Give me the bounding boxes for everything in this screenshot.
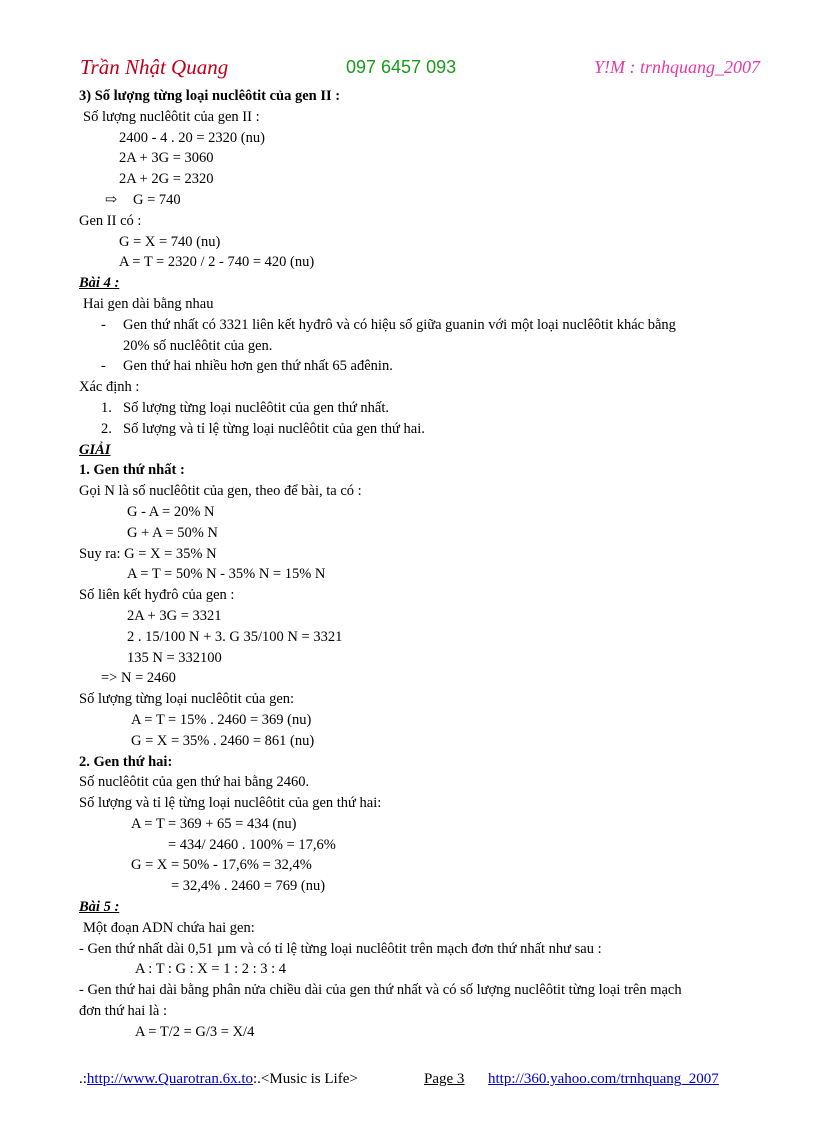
numbered-item: [79, 398, 759, 419]
equation: Suy ra: G = X = 35% N: [79, 545, 217, 562]
document-body: [79, 86, 759, 1043]
footer-link-quarotran[interactable]: http://www.Quarotran.6x.to: [86, 1071, 254, 1087]
text-line: Số lượng nuclêôtit của gen II :: [83, 108, 260, 125]
equation: A : T : G : X = 1 : 2 : 3 : 4: [135, 961, 287, 978]
text-line: Số nuclêôtit của gen thứ hai bằng 2460.: [79, 774, 310, 791]
text-line: - Gen thứ hai dài bằng phân nửa chiều dài của gen thứ nhất và có số lượng nuclêôtit từng loại trên mạch: [79, 982, 682, 999]
equation: G - A = 20% N: [127, 503, 215, 520]
equation-result: [79, 190, 759, 211]
text-line: Số liên kết hyđrô của gen :: [79, 587, 235, 604]
numbered-item: [79, 419, 759, 440]
item-number: 2.: [101, 420, 112, 437]
text-line: Số lượng và tỉ lệ từng loại nuclêôtit của gen thứ hai:: [79, 795, 382, 812]
equation: 135 N = 332100: [127, 649, 222, 666]
text-line: Số lượng từng loại nuclêôtit của gen:: [79, 691, 295, 708]
equation: G + A = 50% N: [127, 524, 218, 541]
page-footer: [79, 1071, 759, 1088]
equation: A = T/2 = G/3 = X/4: [135, 1023, 255, 1040]
equation: 2A + 3G = 3321: [127, 607, 222, 624]
list-item-text: Gen thứ hai nhiều hơn gen thứ nhất 65 ađênin.: [123, 358, 393, 375]
phone-number: 097 6457 093: [346, 57, 457, 77]
footer-prefix: .:: [79, 1071, 87, 1087]
equation: G = 740: [133, 191, 181, 208]
equation: 2 . 15/100 N + 3. G 35/100 N = 3321: [127, 628, 343, 645]
list-item-continuation: 20% số nuclêôtit của gen.: [123, 337, 273, 354]
equation: = 434/ 2460 . 100% = 17,6%: [168, 836, 336, 853]
numbered-item-text: Số lượng và tỉ lệ từng loại nuclêôtit của gen thứ hai.: [123, 420, 425, 437]
footer-tagline: :.<Music is Life>: [253, 1071, 358, 1087]
section-3-title: 3) Số lượng từng loại nuclêôtit của gen II :: [79, 88, 341, 104]
text-line: đơn thứ hai là :: [79, 1003, 168, 1020]
text-line: - Gen thứ nhất dài 0,51 µm và có tỉ lệ từng loại nuclêôtit trên mạch đơn thứ nhất như sau :: [79, 940, 602, 957]
text-line: Một đoạn ADN chứa hai gen:: [83, 919, 255, 936]
equation: A = T = 50% N - 35% N = 15% N: [127, 566, 326, 583]
text-line: Gọi N là số nuclêôtit của gen, theo để bài, ta có :: [79, 483, 362, 500]
numbered-item-text: Số lượng từng loại nuclêôtit của gen thứ nhất.: [123, 399, 390, 416]
author-name: Trần Nhật Quang: [80, 55, 229, 79]
text-line: Hai gen dài bằng nhau: [83, 295, 214, 312]
equation: 2400 - 4 . 20 = 2320 (nu): [119, 129, 265, 146]
exercise-4-title: Bài 4 :: [79, 275, 120, 292]
equation: G = X = 35% . 2460 = 861 (nu): [131, 732, 315, 749]
arrow-right-icon: ⇨: [105, 191, 118, 208]
yim-handle: Y!M : trnhquang_2007: [594, 57, 760, 77]
part-2-title: 2. Gen thứ hai:: [79, 753, 173, 770]
list-item: [79, 356, 759, 377]
page-number: Page 3: [424, 1071, 465, 1087]
part-1-title: 1. Gen thứ nhất :: [79, 462, 185, 479]
equation: = 32,4% . 2460 = 769 (nu): [171, 878, 326, 895]
text-line: Xác định :: [79, 379, 140, 396]
equation: A = T = 2320 / 2 - 740 = 420 (nu): [119, 254, 315, 271]
item-number: 1.: [101, 399, 112, 416]
equation: A = T = 369 + 65 = 434 (nu): [131, 815, 297, 832]
footer-link-yahoo[interactable]: http://360.yahoo.com/trnhquang_2007: [488, 1071, 719, 1087]
exercise-5-title: Bài 5 :: [79, 899, 120, 916]
dash-bullet: -: [101, 316, 106, 333]
equation: G = X = 740 (nu): [119, 233, 221, 250]
equation: G = X = 50% - 17,6% = 32,4%: [131, 857, 312, 874]
equation: 2A + 3G = 3060: [119, 150, 214, 167]
list-item: [79, 315, 759, 336]
text-line: Gen II có :: [79, 212, 142, 229]
equation: A = T = 15% . 2460 = 369 (nu): [131, 711, 312, 728]
list-item-text: Gen thứ nhất có 3321 liên kết hyđrô và có hiệu số giữa guanin với một loại nuclêôtit khác bằng: [123, 316, 676, 333]
equation: 2A + 2G = 2320: [119, 171, 214, 188]
equation-result: => N = 2460: [101, 670, 176, 687]
solution-heading: GIẢI: [79, 441, 111, 458]
dash-bullet: -: [101, 358, 106, 375]
